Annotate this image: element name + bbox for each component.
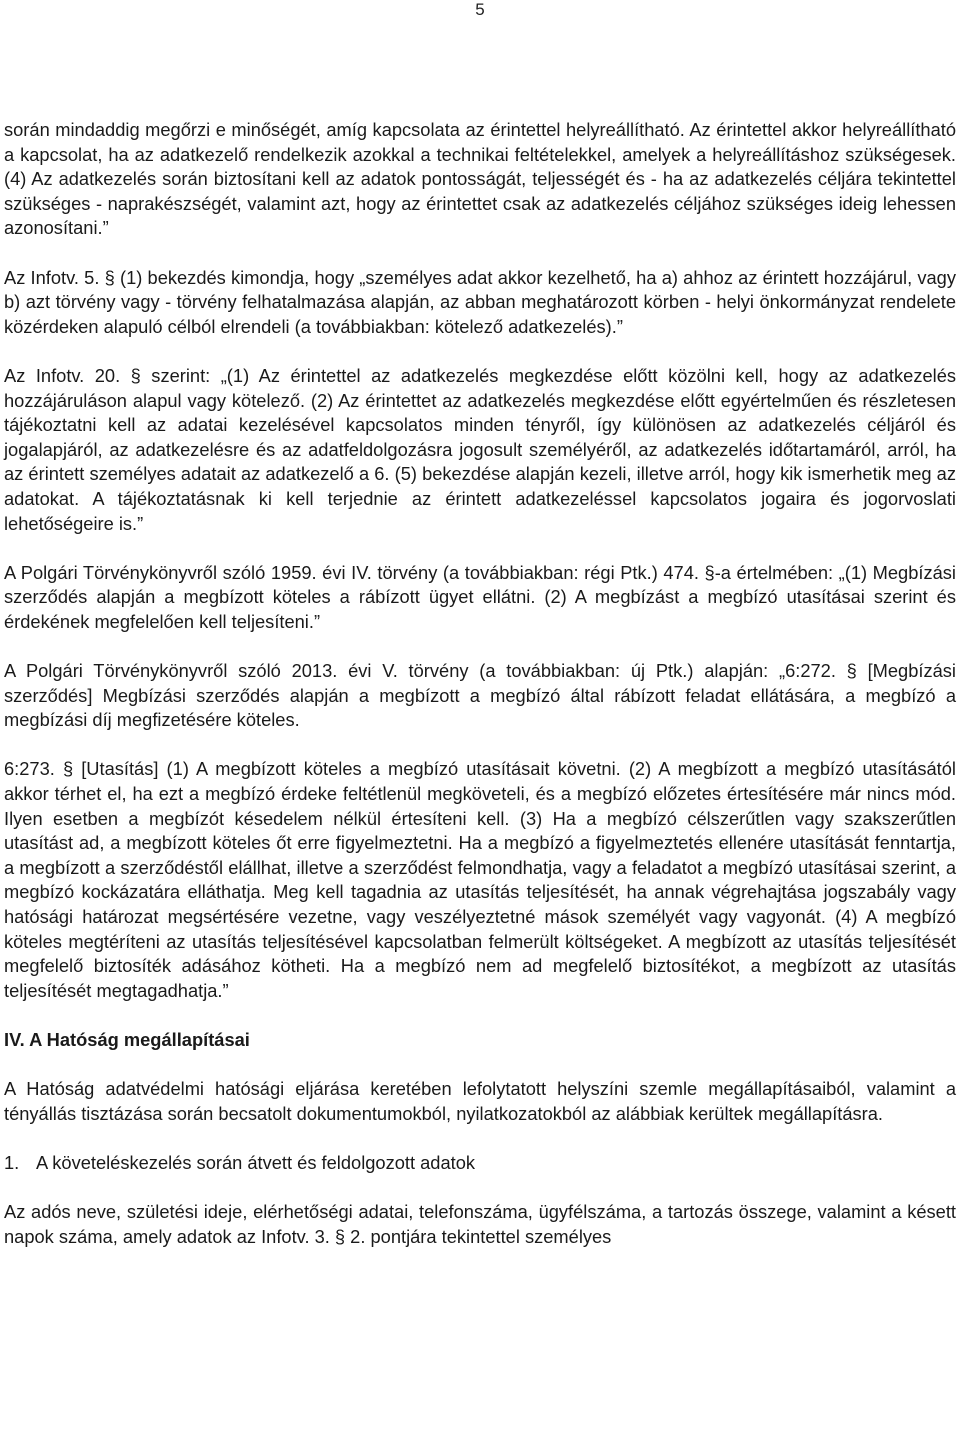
section-intro-paragraph: A Hatóság adatvédelmi hatósági eljárása keretében lefolytatott helyszíni szemle megállapításaiból, valamint a tényállás tisztázása során becsatolt dokumentumokból, nyilatkozatokból az alábbiak kerültek megállapításra. xyxy=(4,1078,956,1124)
list-item-number: 1. xyxy=(4,1151,20,1173)
document-body xyxy=(4,118,956,1274)
list-item-text: A követeléskezelés során átvett és feldolgozott adatok xyxy=(36,1151,476,1173)
paragraph-debtor-data: Az adós neve, születési ideje, elérhetőségi adatai, telefonszáma, ügyfélszáma, a tartozás összege, valamint a késett napok száma, amely adatok az Infotv. 3. § 2. pontjára tekintettel személyes xyxy=(4,1201,956,1247)
section-heading: IV. A Hatóság megállapításai xyxy=(4,1028,250,1050)
paragraph-old-ptk-474: A Polgári Törvénykönyvről szóló 1959. évi IV. törvény (a továbbiakban: régi Ptk.) 474. §-a értelmében: „(1) Megbízási szerződés alapján a megbízott köteles a rábízott ügyet ellátni. (2) A megbízást a megbízó utasításai szerint és érdekének megfelelően kell teljesíteni.” xyxy=(4,561,956,632)
paragraph-infotv-20: Az Infotv. 20. § szerint: „(1) Az érintettel az adatkezelés megkezdése előtt közölni kell, hogy az adatkezelés hozzájáruláson alapul vagy kötelező. (2) Az érintettet az adatkezelés megkezdése előtt egyértelműen és részletesen tájékoztatni kell az adatai kezelésével kapcsolatos minden tényről, így különösen az adatkezelés céljáról és jogalapjáról, az adatkezelésre és az adatfeldolgozásra jogosult személyéről, az adatkezelés időtartamáról, arról, ha az érintett személyes adatait az adatkezelő a 6. (5) bekezdése alapján kezeli, illetve arról, hogy kik ismerhetik meg az adatokat. A tájékoztatásnak ki kell terjednie az érintett adatkezeléssel kapcsolatos jogaira és jogorvoslati lehetőségeire is.” xyxy=(4,364,956,534)
paragraph-new-ptk-6-273: 6:273. § [Utasítás] (1) A megbízott köteles a megbízó utasításait követni. (2) A megbízott a megbízó utasításától akkor térhet el, ha ezt a megbízó érdeke feltétlenül megköveteli, és a megbízó előzetes értesítésére már nincs mód. Ilyen esetben a megbízót késedelem nélkül értesíteni kell. (3) Ha a megbízó célszerűtlen vagy szakszerűtlen utasítást ad, a megbízott köteles őt erre figyelmeztetni. Ha a megbízó a figyelmeztetés ellenére utasítását fenntartja, a megbízott a szerződéstől elállhat, illetve a szerződést felmondhatja, vagy a feladatot a megbízó utasításai szerint, a megbízó kockázatára elláthatja. Meg kell tagadnia az utasítás teljesítését, ha annak végrehajtása jogszabály vagy hatósági határozat megsértésére vezetne, vagy veszélyeztetné mások személyét vagy vagyonát. (4) A megbízó köteles megtéríteni az utasítás teljesítésével kapcsolatban felmerült költségeket. A megbízott az utasítás teljesítését megfelelő biztosíték adásához kötheti. Ha a megbízó nem ad megfelelő biztosítékot, a megbízott az utasítás teljesítését megtagadhatja.” xyxy=(4,758,956,1001)
paragraph-data-quality: során mindaddig megőrzi e minőségét, amíg kapcsolata az érintettel helyreállítható. Az érintettel akkor helyreállítható a kapcsolat, ha az adatkezelő rendelkezik azokkal a technikai feltételekkel, amelyek a helyreállításhoz szükségesek. (4) Az adatkezelés során biztosítani kell az adatok pontosságát, teljességét és - ha az adatkezelés céljára tekintettel szükséges - naprakészségét, valamint azt, hogy az érintettet csak az adatkezelés céljához szükséges ideig lehessen azonosítani.” xyxy=(4,119,956,239)
numbered-list-item xyxy=(4,1151,956,1176)
paragraph-infotv-5: Az Infotv. 5. § (1) bekezdés kimondja, hogy „személyes adat akkor kezelhető, ha a) ahhoz az érintett hozzájárul, vagy b) azt törvény vagy - törvény felhatalmazása alapján, az abban meghatározott körben - helyi önkormányzat rendelete közérdeken alapuló célból elrendeli (a továbbiakban: kötelező adatkezelés).” xyxy=(4,266,956,337)
paragraph-new-ptk-6-272: A Polgári Törvénykönyvről szóló 2013. évi V. törvény (a továbbiakban: új Ptk.) alapján: „6:272. § [Megbízási szerződés] Megbízási szerződés alapján a megbízott a megbízó által rábízott feladat ellátására, a megbízó a megbízási díj megfizetésére köteles. xyxy=(4,660,956,731)
page-number: 5 xyxy=(475,0,485,19)
